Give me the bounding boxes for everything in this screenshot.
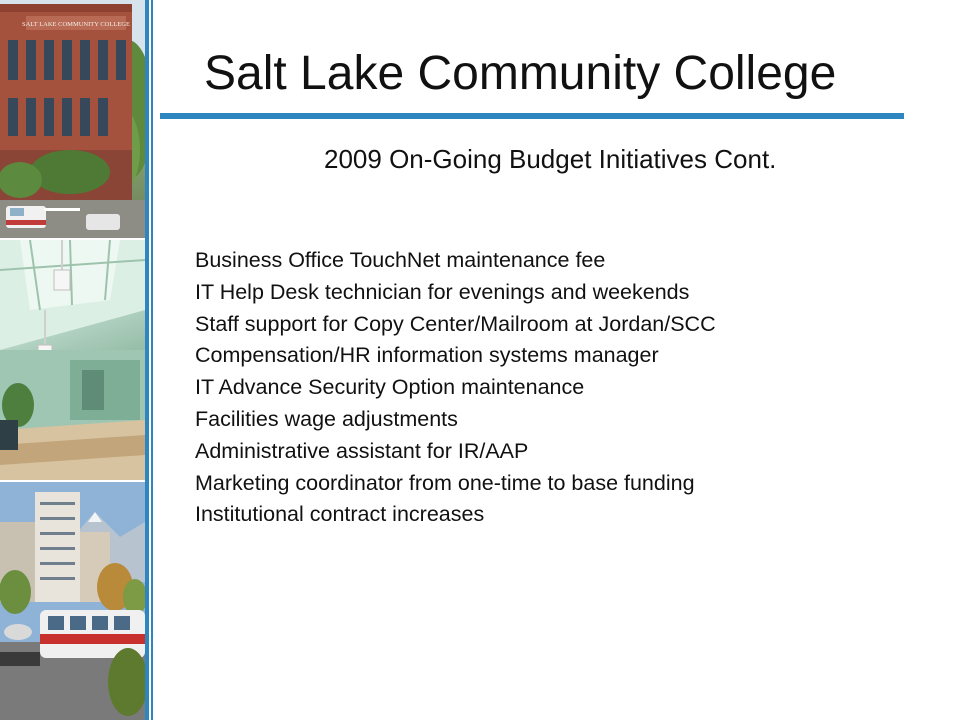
svg-text:SALT LAKE COMMUNITY COLLEGE: SALT LAKE COMMUNITY COLLEGE [22,21,130,28]
list-item: Staff support for Copy Center/Mailroom at Jordan/SCC [195,311,716,336]
photo-strip [0,0,145,720]
campus-building-photo [0,0,145,238]
list-item: Administrative assistant for IR/AAP [195,438,529,463]
atrium-interior-photo [0,240,145,480]
list-item: Facilities wage adjustments [195,406,458,431]
list-item: IT Advance Security Option maintenance [195,375,585,400]
slide-title: Salt Lake Community College [204,47,837,100]
accent-bar-vertical-thin [151,0,153,720]
list-item: Business Office TouchNet maintenance fee [195,248,606,272]
campus-train-photo [0,482,145,720]
list-item: IT Help Desk technician for evenings and weekends [195,279,690,304]
list-item: Compensation/HR information systems manager [195,343,659,368]
initiative-list [195,245,716,531]
title-underline [160,113,904,119]
slide-subtitle: 2009 On-Going Budget Initiatives Cont. [324,144,777,174]
accent-bar-vertical [145,0,149,720]
list-item: Institutional contract increases [195,502,485,527]
list-item: Marketing coordinator from one-time to base funding [195,470,695,495]
